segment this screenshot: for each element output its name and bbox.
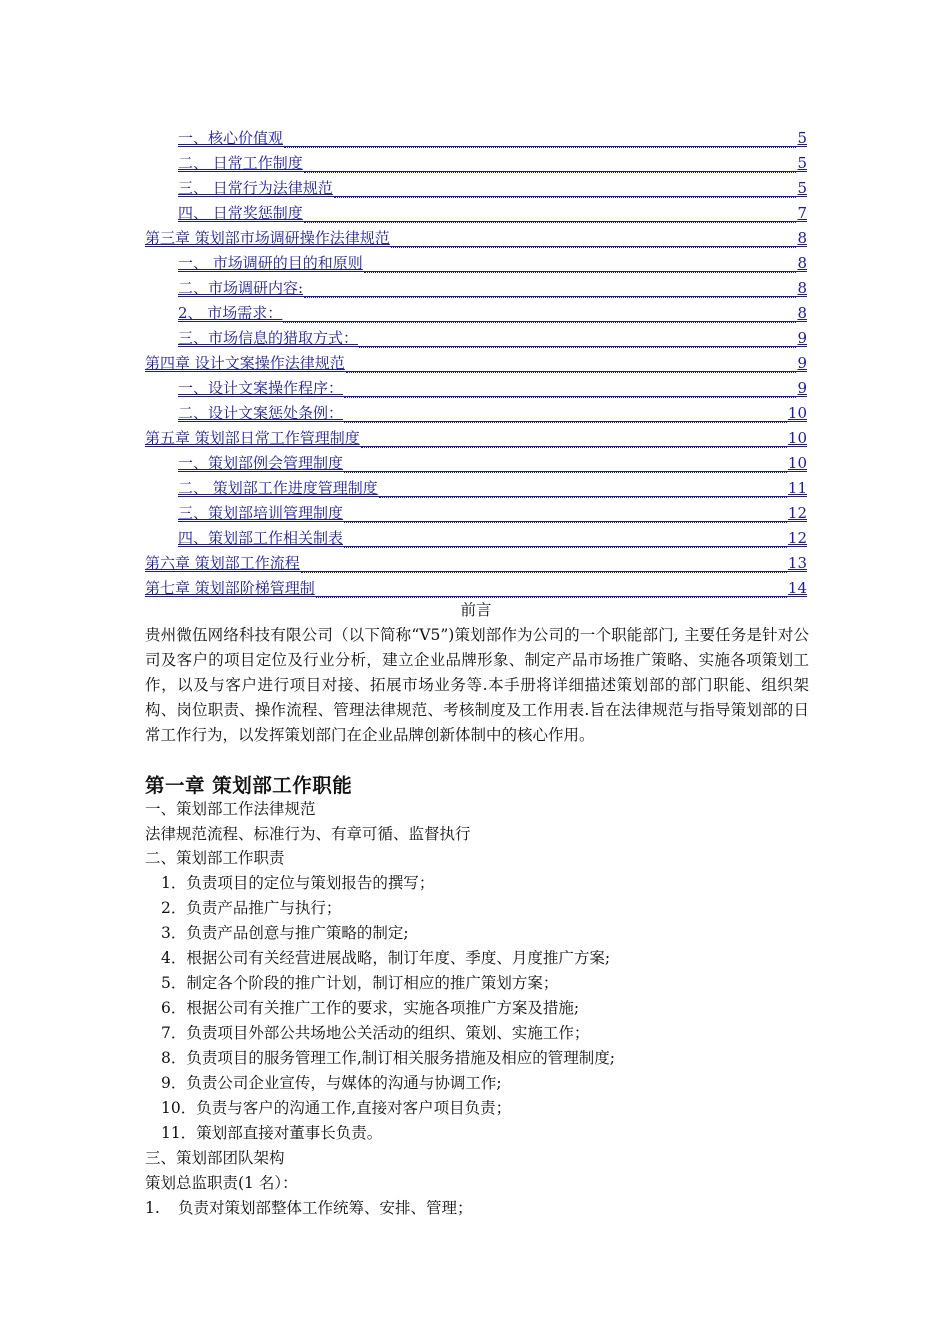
- toc-entry[interactable]: [145, 426, 807, 451]
- toc-entry-label[interactable]: 二、设计文案惩处条例：: [178, 404, 344, 422]
- toc-entry[interactable]: [145, 301, 807, 326]
- toc-entry-label[interactable]: 二、 日常工作制度: [178, 154, 303, 172]
- duty-number: 11．: [161, 1124, 197, 1142]
- duty-item: [161, 1046, 615, 1071]
- toc-entry-label[interactable]: 四、策划部工作相关制表: [178, 529, 344, 547]
- toc-entry-page[interactable]: 8: [797, 229, 807, 247]
- section-1-title: 一、策划部工作法律规范: [145, 800, 316, 818]
- toc-entry-label[interactable]: 二、 策划部工作进度管理制度: [178, 479, 378, 497]
- duty-text: 根据公司有关经营进展战略，制订年度、季度、月度推广方案;: [186, 949, 611, 967]
- toc-entry-page[interactable]: 9: [797, 379, 807, 397]
- toc-entry[interactable]: [145, 351, 807, 376]
- toc-entry-page[interactable]: 5: [797, 154, 807, 172]
- table-of-contents: [145, 126, 807, 601]
- duty-item: [161, 921, 409, 946]
- toc-link-underline: [178, 321, 807, 322]
- duty-text: 负责公司企业宣传，与媒体的沟通与协调工作;: [186, 1074, 502, 1092]
- duty-item: [161, 871, 434, 896]
- toc-entry-label[interactable]: 三、 日常行为法律规范: [178, 179, 333, 197]
- toc-entry[interactable]: [145, 501, 807, 526]
- toc-link-underline: [178, 346, 807, 347]
- duty-number: 4．: [161, 949, 187, 967]
- duty-item: [161, 1121, 382, 1146]
- section-3-title: 三、策划部团队架构: [145, 1149, 285, 1167]
- duty-number: 5．: [161, 974, 187, 992]
- toc-entry[interactable]: [145, 226, 807, 251]
- toc-entry-label[interactable]: 第三章 策划部市场调研操作法律规范: [145, 229, 390, 247]
- toc-link-underline: [178, 296, 807, 297]
- preface-title: 前言: [460, 601, 492, 619]
- duty-number: 10．: [161, 1099, 197, 1117]
- toc-entry[interactable]: [145, 126, 807, 151]
- toc-entry[interactable]: [145, 476, 807, 501]
- duty-item: [161, 1096, 511, 1121]
- duty-number: 8．: [161, 1049, 187, 1067]
- director-item-text: 负责对策划部整体工作统筹、安排、管理；: [178, 1199, 473, 1217]
- duty-text: 负责与客户的沟通工作,直接对客户项目负责；: [196, 1099, 512, 1117]
- toc-entry[interactable]: [145, 401, 807, 426]
- duty-text: 根据公司有关推广工作的要求，实施各项推广方案及措施;: [186, 999, 580, 1017]
- toc-link-underline: [145, 596, 807, 597]
- duty-item: [161, 1071, 502, 1096]
- duty-item: [161, 896, 341, 921]
- director-title: 策划总监职责(1 名）：: [145, 1174, 298, 1192]
- toc-entry-label[interactable]: 一、设计文案操作程序：: [178, 379, 344, 397]
- duty-number: 3．: [161, 924, 187, 942]
- toc-link-underline: [178, 146, 807, 147]
- toc-link-underline: [178, 396, 807, 397]
- toc-entry[interactable]: [145, 151, 807, 176]
- duty-number: 9．: [161, 1074, 187, 1092]
- duty-text: 制定各个阶段的推广计划，制订相应的推广策划方案；: [186, 974, 559, 992]
- toc-link-underline: [178, 471, 807, 472]
- toc-entry-page[interactable]: 10: [787, 429, 807, 447]
- toc-entry-label[interactable]: 第六章 策划部工作流程: [145, 554, 300, 572]
- toc-entry-page[interactable]: 13: [787, 554, 807, 572]
- toc-entry-label[interactable]: 第七章 策划部阶梯管理制: [145, 579, 315, 597]
- toc-entry-page[interactable]: 8: [797, 304, 807, 322]
- toc-entry-page[interactable]: 14: [787, 579, 807, 597]
- section-1-body: 法律规范流程、标准行为、有章可循、监督执行: [145, 825, 471, 843]
- toc-link-underline: [145, 571, 807, 572]
- toc-entry-page[interactable]: 12: [787, 529, 807, 547]
- duty-text: 负责项目外部公共场地公关活动的组织、策划、实施工作；: [186, 1024, 590, 1042]
- toc-entry-label[interactable]: 一、 市场调研的目的和原则: [178, 254, 363, 272]
- toc-link-underline: [145, 246, 807, 247]
- toc-link-underline: [145, 371, 807, 372]
- toc-link-underline: [178, 221, 807, 222]
- toc-entry-page[interactable]: 9: [797, 354, 807, 372]
- preface-body: 贵州微伍网络科技有限公司（以下简称“V5”)策划部作为公司的一个职能部门, 主要任务是针对公司及客户的项目定位及行业分析，建立企业品牌形象、制定产品市场推广策略、实施各项策划工作，以及与客户进行项目对接、拓展市场业务等.本手册将详细描述策划部的部门职能、组织架构、岗位职责、操作流程、管理法律规范、考核制度及工作用表.旨在法律规范与指导策划部的日常工作行为，以发挥策划部门在企业品牌创新体制中的核心作用。: [145, 626, 809, 744]
- duty-number: 2．: [161, 899, 187, 917]
- toc-entry-page[interactable]: 11: [787, 479, 807, 497]
- toc-link-underline: [178, 496, 807, 497]
- toc-entry-page[interactable]: 9: [797, 329, 807, 347]
- toc-entry[interactable]: [145, 176, 807, 201]
- duty-number: 1．: [161, 874, 187, 892]
- toc-entry-page[interactable]: 10: [787, 454, 807, 472]
- section-2-title: 二、策划部工作职责: [145, 849, 285, 867]
- toc-entry-label[interactable]: 一、核心价值观: [178, 129, 284, 147]
- director-item-number: 1.: [145, 1199, 160, 1217]
- toc-link-underline: [178, 421, 807, 422]
- toc-link-underline: [145, 446, 807, 447]
- toc-entry[interactable]: [145, 201, 807, 226]
- toc-entry-label[interactable]: 四、 日常奖惩制度: [178, 204, 303, 222]
- duty-text: 负责项目的定位与策划报告的撰写；: [186, 874, 435, 892]
- toc-entry[interactable]: [145, 326, 807, 351]
- toc-entry-label[interactable]: 三、市场信息的猎取方式：: [178, 329, 359, 347]
- toc-entry-label[interactable]: 第五章 策划部日常工作管理制度: [145, 429, 360, 447]
- duty-text: 负责产品创意与推广策略的制定;: [186, 924, 409, 942]
- duty-item: [161, 971, 558, 996]
- toc-link-underline: [178, 196, 807, 197]
- toc-entry-page[interactable]: 5: [797, 129, 807, 147]
- toc-entry-label[interactable]: 二、市场调研内容:: [178, 279, 304, 297]
- toc-entry-page[interactable]: 8: [797, 279, 807, 297]
- toc-link-underline: [178, 271, 807, 272]
- toc-link-underline: [178, 546, 807, 547]
- duty-text: 策划部直接对董事长负责。: [196, 1124, 383, 1142]
- toc-entry-label[interactable]: 三、策划部培训管理制度: [178, 504, 344, 522]
- toc-entry-page[interactable]: 12: [787, 504, 807, 522]
- duty-text: 负责产品推广与执行；: [186, 899, 342, 917]
- duty-item: [161, 1021, 589, 1046]
- toc-entry[interactable]: [145, 451, 807, 476]
- toc-entry[interactable]: [145, 551, 807, 576]
- toc-entry-page[interactable]: 10: [787, 404, 807, 422]
- toc-entry[interactable]: [145, 251, 807, 276]
- duty-item: [161, 946, 610, 971]
- duty-text: 负责项目的服务管理工作,制订相关服务措施及相应的管理制度;: [186, 1049, 616, 1067]
- toc-entry-page[interactable]: 8: [797, 254, 807, 272]
- toc-entry-label[interactable]: 2、 市场需求：: [178, 304, 283, 322]
- toc-entry-label[interactable]: 一、策划部例会管理制度: [178, 454, 344, 472]
- toc-link-underline: [178, 171, 807, 172]
- duty-number: 6．: [161, 999, 187, 1017]
- toc-entry[interactable]: [145, 276, 807, 301]
- toc-entry[interactable]: [145, 376, 807, 401]
- toc-entry[interactable]: [145, 526, 807, 551]
- toc-entry-page[interactable]: 5: [797, 179, 807, 197]
- director-item: [145, 1196, 473, 1221]
- chapter-heading: 第一章 策划部工作职能: [145, 774, 353, 797]
- toc-entry-page[interactable]: 7: [797, 204, 807, 222]
- toc-entry-label[interactable]: 第四章 设计文案操作法律规范: [145, 354, 345, 372]
- duty-item: [161, 996, 579, 1021]
- duty-number: 7．: [161, 1024, 187, 1042]
- toc-link-underline: [178, 521, 807, 522]
